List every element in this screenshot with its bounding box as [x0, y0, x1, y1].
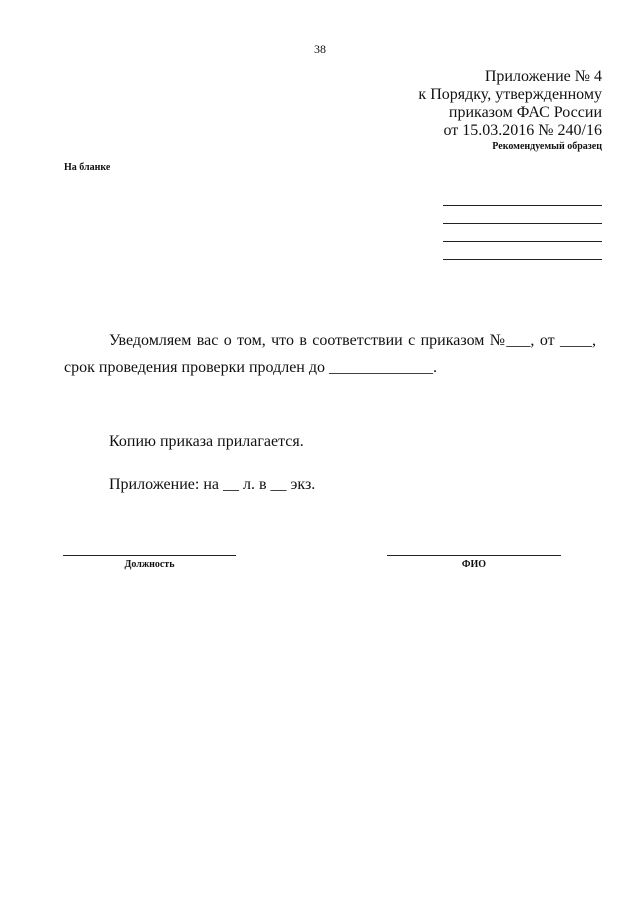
attachment-note: Приложение: на __ л. в __ экз. — [109, 476, 316, 493]
recommended-sample-note: Рекомендуемый образец — [492, 141, 602, 152]
signature-block — [0, 555, 640, 585]
addressee-line — [443, 205, 602, 206]
name-signature-line — [387, 555, 561, 556]
position-signature-line — [63, 555, 236, 556]
notification-body — [64, 327, 596, 381]
addressee-line — [443, 241, 602, 242]
copy-attached-note: Копию приказа прилагается. — [109, 433, 304, 450]
appendix-header — [372, 68, 602, 154]
position-caption: Должность — [124, 559, 175, 570]
appendix-reference: к Порядку, утвержденному — [418, 86, 602, 103]
appendix-title: Приложение № 4 — [484, 68, 602, 85]
addressee-line — [443, 223, 602, 224]
appendix-order-date: от 15.03.2016 № 240/16 — [443, 122, 602, 139]
notification-paragraph: Уведомляем вас о том, что в соответствии с приказом №___, от ____, срок проведения проверки продлен до _____________. — [64, 332, 596, 376]
letterhead-note: На бланке — [64, 162, 111, 173]
addressee-block — [443, 205, 602, 277]
addressee-line — [443, 259, 602, 260]
name-caption: ФИО — [461, 559, 487, 570]
appendix-order: приказом ФАС России — [448, 104, 602, 121]
page-number: 38 — [314, 42, 326, 56]
